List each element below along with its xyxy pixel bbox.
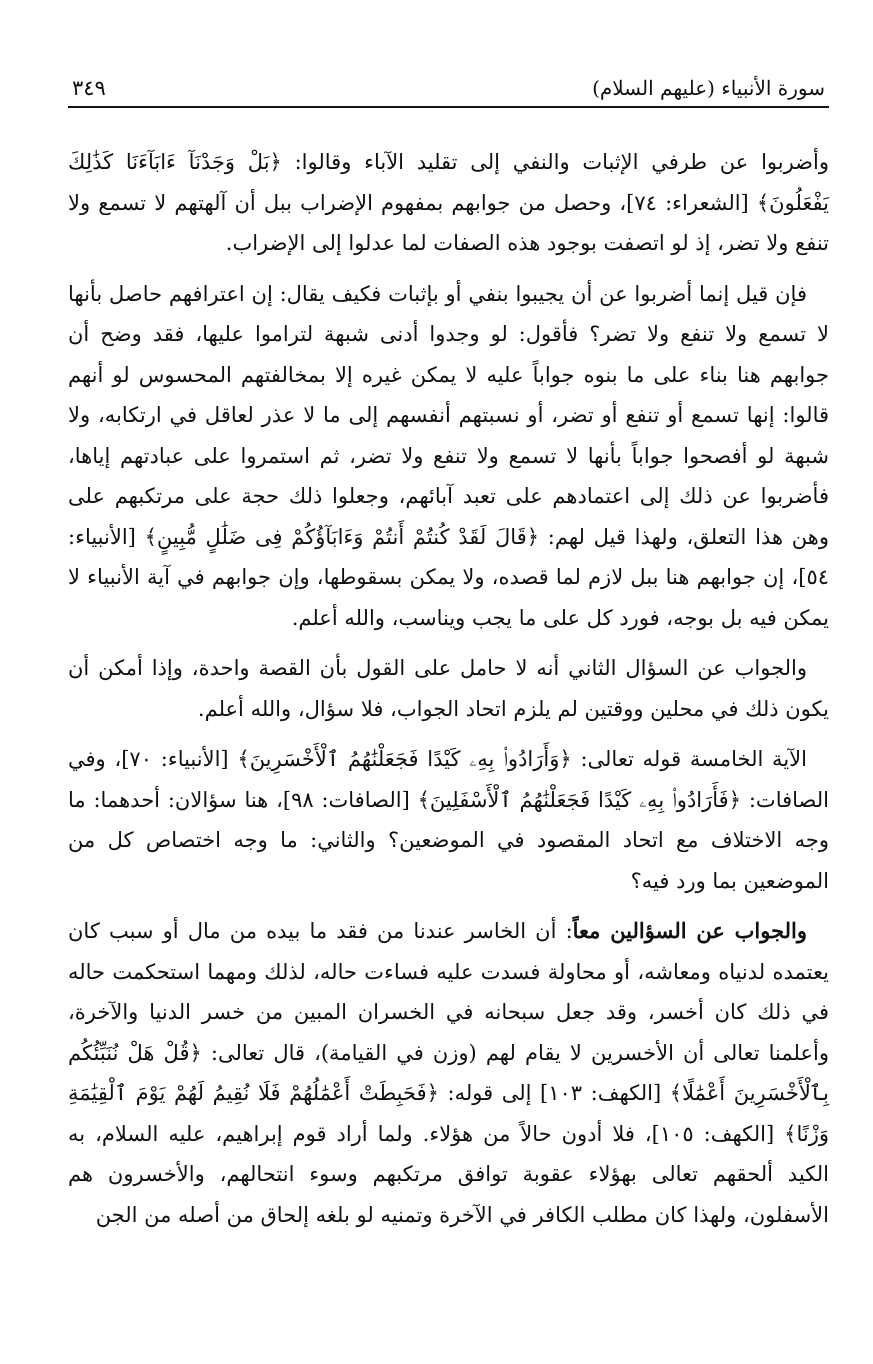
paragraph-4-text: الآية الخامسة قوله تعالى: ﴿وَأَرَادُوا۟ بِهِۦ كَيْدًا فَجَعَلْنَٰهُمُ ٱلْأَخْسَرِينَ﴾ [الأنبياء: ٧٠]، وفي الصافات: ﴿فَأَرَادُوا۟ بِهِۦ كَيْدًا فَجَعَلْنَٰهُمُ ٱلْأَسْفَلِينَ﴾ [الصافات: ٩٨]، هنا سؤالان: أحدهما: ما وجه الاختلاف مع اتحاد المقصود في الموضعين؟ والثاني: ما وجه اختصاص كل من الموضعين بما ورد فيه؟ xyxy=(68,747,829,893)
page-body xyxy=(68,142,829,1235)
paragraph-3 xyxy=(68,648,829,729)
paragraph-1 xyxy=(68,142,829,264)
paragraph-5-lead: والجواب عن السؤالين معاً xyxy=(572,918,807,943)
paragraph-5 xyxy=(68,911,829,1235)
paragraph-4 xyxy=(68,739,829,901)
paragraph-2-text: فإن قيل إنما أضربوا عن أن يجيبوا بنفي أو بإثبات فكيف يقال: إن اعترافهم حاصل بأنها لا تسمع ولا تنفع ولا تضر؟ فأقول: لو وجدوا أدنى شبهة لتراموا عليها، فقد وضح أن جوابهم هنا بناء على ما بنوه جواباً عليه لا يمكن غيره إلا بمخالفتهم المحسوس لو أنهم قالوا: إنها تسمع أو تنفع أو تضر، أو نسبتهم أنفسهم إلى ما لا عذر لعاقل في ارتكابه، ولا شبهة لو أفصحوا جواباً بأنها لا تسمع ولا تنفع ولا تضر، ثم استمروا على عبادتهم إياها، فأضربوا عن ذلك إلى اعتمادهم على تعبد آبائهم، وجعلوا ذلك حجة على مرتكبهم على وهن هذا التعلق، ولهذا قيل لهم: ﴿قَالَ لَقَدْ كُنتُمْ أَنتُمْ وَءَابَآؤُكُمْ فِى ضَلَٰلٍ مُّبِينٍ﴾ [الأنبياء: ٥٤]، إن جوابهم هنا ببل لازم لما قصده، ولا يمكن بسقوطها، وإن جوابهم في آية الأنبياء لا يمكن فيه بل بوجه، فورد كل على ما يجب ويناسب، والله أعلم. xyxy=(68,281,830,630)
paragraph-3-text: والجواب عن السؤال الثاني أنه لا حامل على القول بأن القصة واحدة، وإذا أمكن أن يكون ذلك في محلين ووقتين لم يلزم اتحاد الجواب، فلا سؤال، والله أعلم. xyxy=(68,656,829,721)
paragraph-2 xyxy=(68,274,829,639)
running-header xyxy=(68,56,829,108)
page xyxy=(68,56,829,1245)
paragraph-5-text: : أن الخاسر عندنا من فقد ما بيده من مال أو سبب كان يعتمده لدنياه ومعاشه، أو محاولة فسدت عليه فساءت حاله، لذلك ومهما استحكمت حاله في ذلك كان أخسر، وقد جعل سبحانه في الخسران المبين من خسر الدنيا والآخرة، وأعلمنا تعالى أن الأخسرين لا يقام لهم (وزن في القيامة)، قال تعالى: ﴿قُلْ هَلْ نُنَبِّئُكُم بِٱلْأَخْسَرِينَ أَعْمَٰلًا﴾ [الكهف: ١٠٣] إلى قوله: ﴿فَحَبِطَتْ أَعْمَٰلُهُمْ فَلَا نُقِيمُ لَهُمْ يَوْمَ ٱلْقِيَٰمَةِ وَزْنًا﴾ [الكهف: ١٠٥]، فلا أدون حالاً من هؤلاء. ولما أراد قوم إبراهيم، عليه السلام، به الكيد ألحقهم تعالى بهؤلاء عقوبة توافق مرتكبهم وسوء انتحالهم، والأخسرون هم الأسفلون، ولهذا كان مطلب الكافر في الآخرة وتمنيه لو بلغه إلحاق من أصله من الجن xyxy=(68,919,829,1227)
page-number: ٣٤٩ xyxy=(72,76,106,100)
paragraph-1-text: وأضربوا عن طرفي الإثبات والنفي إلى تقليد الآباء وقالوا: ﴿بَلْ وَجَدْنَآ ءَابَآءَنَا كَذَٰلِكَ يَفْعَلُونَ﴾ [الشعراء: ٧٤]، وحصل من جوابهم بمفهوم الإضراب ببل أن آلهتهم لا تسمع ولا تنفع ولا تضر، إذ لو اتصفت بوجود هذه الصفات لما عدلوا إلى الإضراب. xyxy=(68,150,830,255)
surah-title: سورة الأنبياء (عليهم السلام) xyxy=(592,76,825,100)
